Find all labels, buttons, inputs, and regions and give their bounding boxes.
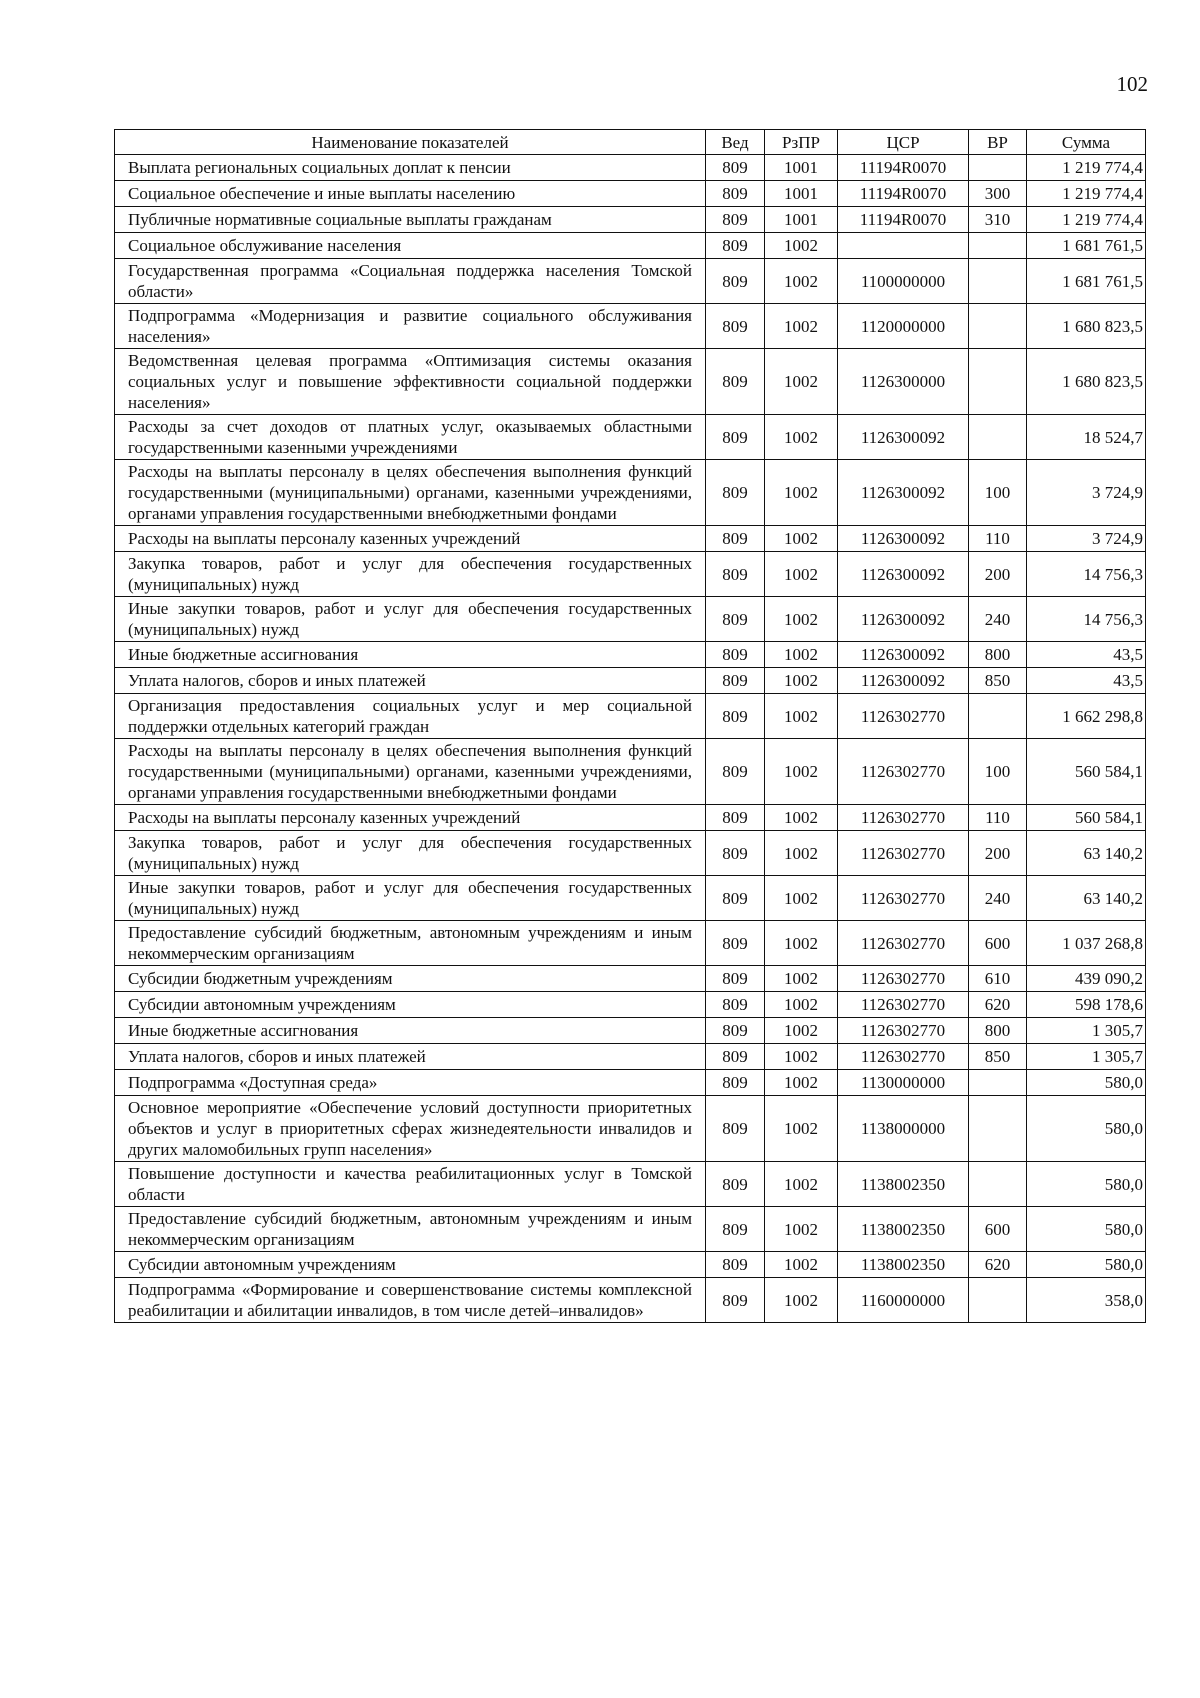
table-row bbox=[115, 805, 1146, 831]
row-sum-cell: 580,0 bbox=[1027, 1070, 1146, 1096]
row-ved-cell: 809 bbox=[706, 966, 765, 992]
row-ved-cell: 809 bbox=[706, 876, 765, 921]
row-csr-cell: 1126300000 bbox=[838, 349, 969, 415]
row-sum-cell: 1 680 823,5 bbox=[1027, 304, 1146, 349]
table-row bbox=[115, 1252, 1146, 1278]
row-sum-cell: 3 724,9 bbox=[1027, 460, 1146, 526]
row-sum-cell: 1 681 761,5 bbox=[1027, 259, 1146, 304]
row-vr-cell: 850 bbox=[969, 1044, 1027, 1070]
row-vr-cell: 800 bbox=[969, 1018, 1027, 1044]
row-name-cell: Расходы на выплаты персоналу казенных учреждений bbox=[115, 805, 706, 831]
row-csr-cell: 1126302770 bbox=[838, 876, 969, 921]
row-rzpr-cell: 1002 bbox=[765, 992, 838, 1018]
row-rzpr-cell: 1002 bbox=[765, 259, 838, 304]
row-csr-cell: 1126300092 bbox=[838, 460, 969, 526]
row-csr-cell: 1126300092 bbox=[838, 597, 969, 642]
row-vr-cell: 800 bbox=[969, 642, 1027, 668]
page-number: 102 bbox=[1116, 72, 1148, 96]
table-row bbox=[115, 460, 1146, 526]
row-csr-cell: 1126302770 bbox=[838, 805, 969, 831]
row-csr-cell: 1126302770 bbox=[838, 1018, 969, 1044]
row-vr-cell bbox=[969, 415, 1027, 460]
table-row bbox=[115, 921, 1146, 966]
row-vr-cell: 110 bbox=[969, 526, 1027, 552]
row-sum-cell: 1 681 761,5 bbox=[1027, 233, 1146, 259]
row-rzpr-cell: 1002 bbox=[765, 1207, 838, 1252]
row-vr-cell: 240 bbox=[969, 876, 1027, 921]
row-sum-cell: 580,0 bbox=[1027, 1207, 1146, 1252]
row-ved-cell: 809 bbox=[706, 694, 765, 739]
row-csr-cell: 1126300092 bbox=[838, 552, 969, 597]
row-rzpr-cell: 1002 bbox=[765, 876, 838, 921]
row-vr-cell: 300 bbox=[969, 181, 1027, 207]
table-row bbox=[115, 1070, 1146, 1096]
table-row bbox=[115, 1162, 1146, 1207]
row-ved-cell: 809 bbox=[706, 552, 765, 597]
row-sum-cell: 358,0 bbox=[1027, 1278, 1146, 1323]
row-sum-cell: 63 140,2 bbox=[1027, 831, 1146, 876]
row-vr-cell bbox=[969, 304, 1027, 349]
row-vr-cell: 610 bbox=[969, 966, 1027, 992]
row-csr-cell: 11194R0070 bbox=[838, 181, 969, 207]
row-csr-cell: 1138002350 bbox=[838, 1252, 969, 1278]
row-csr-cell: 1126302770 bbox=[838, 739, 969, 805]
header-ved: Вед bbox=[706, 130, 765, 155]
table-row bbox=[115, 415, 1146, 460]
row-rzpr-cell: 1002 bbox=[765, 304, 838, 349]
row-ved-cell: 809 bbox=[706, 1207, 765, 1252]
row-name-cell: Иные закупки товаров, работ и услуг для обеспечения государственных (муниципальных) нужд bbox=[115, 597, 706, 642]
row-sum-cell: 18 524,7 bbox=[1027, 415, 1146, 460]
row-sum-cell: 598 178,6 bbox=[1027, 992, 1146, 1018]
row-ved-cell: 809 bbox=[706, 415, 765, 460]
budget-table bbox=[114, 129, 1146, 1323]
row-ved-cell: 809 bbox=[706, 597, 765, 642]
row-sum-cell: 560 584,1 bbox=[1027, 805, 1146, 831]
row-name-cell: Уплата налогов, сборов и иных платежей bbox=[115, 1044, 706, 1070]
row-name-cell: Организация предоставления социальных услуг и мер социальной поддержки отдельных категорий граждан bbox=[115, 694, 706, 739]
header-sum: Сумма bbox=[1027, 130, 1146, 155]
header-vr: ВР bbox=[969, 130, 1027, 155]
row-rzpr-cell: 1002 bbox=[765, 233, 838, 259]
row-vr-cell bbox=[969, 1162, 1027, 1207]
row-csr-cell: 1126300092 bbox=[838, 415, 969, 460]
table-body bbox=[115, 155, 1146, 1323]
row-vr-cell: 600 bbox=[969, 921, 1027, 966]
row-vr-cell: 100 bbox=[969, 739, 1027, 805]
row-vr-cell: 200 bbox=[969, 831, 1027, 876]
row-rzpr-cell: 1002 bbox=[765, 597, 838, 642]
table-row bbox=[115, 181, 1146, 207]
row-ved-cell: 809 bbox=[706, 1096, 765, 1162]
row-rzpr-cell: 1002 bbox=[765, 694, 838, 739]
row-rzpr-cell: 1002 bbox=[765, 349, 838, 415]
row-csr-cell bbox=[838, 233, 969, 259]
row-rzpr-cell: 1002 bbox=[765, 1070, 838, 1096]
row-vr-cell: 200 bbox=[969, 552, 1027, 597]
row-name-cell: Расходы на выплаты персоналу в целях обеспечения выполнения функций государственными (муниципальными) органами, казенными учреждениями, органами управления государственными внебюджетными фондами bbox=[115, 739, 706, 805]
row-csr-cell: 1126302770 bbox=[838, 966, 969, 992]
table-row bbox=[115, 1278, 1146, 1323]
row-csr-cell: 11194R0070 bbox=[838, 207, 969, 233]
row-sum-cell: 439 090,2 bbox=[1027, 966, 1146, 992]
row-ved-cell: 809 bbox=[706, 349, 765, 415]
row-name-cell: Подпрограмма «Модернизация и развитие социального обслуживания населения» bbox=[115, 304, 706, 349]
row-csr-cell: 1138002350 bbox=[838, 1162, 969, 1207]
row-rzpr-cell: 1002 bbox=[765, 1278, 838, 1323]
row-vr-cell bbox=[969, 1278, 1027, 1323]
row-rzpr-cell: 1002 bbox=[765, 1252, 838, 1278]
row-rzpr-cell: 1002 bbox=[765, 1018, 838, 1044]
row-sum-cell: 560 584,1 bbox=[1027, 739, 1146, 805]
row-vr-cell bbox=[969, 349, 1027, 415]
row-csr-cell: 1126302770 bbox=[838, 1044, 969, 1070]
row-rzpr-cell: 1001 bbox=[765, 155, 838, 181]
row-csr-cell: 1126300092 bbox=[838, 668, 969, 694]
row-sum-cell: 1 305,7 bbox=[1027, 1044, 1146, 1070]
row-rzpr-cell: 1002 bbox=[765, 1044, 838, 1070]
row-name-cell: Иные бюджетные ассигнования bbox=[115, 1018, 706, 1044]
row-name-cell: Выплата региональных социальных доплат к пенсии bbox=[115, 155, 706, 181]
row-sum-cell: 63 140,2 bbox=[1027, 876, 1146, 921]
row-vr-cell bbox=[969, 155, 1027, 181]
table-row bbox=[115, 233, 1146, 259]
row-csr-cell: 1130000000 bbox=[838, 1070, 969, 1096]
row-sum-cell: 1 219 774,4 bbox=[1027, 207, 1146, 233]
row-sum-cell: 1 305,7 bbox=[1027, 1018, 1146, 1044]
row-rzpr-cell: 1002 bbox=[765, 831, 838, 876]
row-rzpr-cell: 1002 bbox=[765, 526, 838, 552]
row-name-cell: Государственная программа «Социальная поддержка населения Томской области» bbox=[115, 259, 706, 304]
row-csr-cell: 1138000000 bbox=[838, 1096, 969, 1162]
row-rzpr-cell: 1002 bbox=[765, 1162, 838, 1207]
table-row bbox=[115, 1018, 1146, 1044]
row-rzpr-cell: 1002 bbox=[765, 415, 838, 460]
row-ved-cell: 809 bbox=[706, 1278, 765, 1323]
table-row bbox=[115, 304, 1146, 349]
table-row bbox=[115, 207, 1146, 233]
table-row bbox=[115, 992, 1146, 1018]
row-sum-cell: 580,0 bbox=[1027, 1096, 1146, 1162]
row-name-cell: Закупка товаров, работ и услуг для обеспечения государственных (муниципальных) нужд bbox=[115, 831, 706, 876]
row-name-cell: Субсидии автономным учреждениям bbox=[115, 992, 706, 1018]
row-csr-cell: 1100000000 bbox=[838, 259, 969, 304]
table-row bbox=[115, 349, 1146, 415]
row-vr-cell: 850 bbox=[969, 668, 1027, 694]
row-name-cell: Расходы на выплаты персоналу в целях обеспечения выполнения функций государственными (муниципальными) органами, казенными учреждениями, органами управления государственными внебюджетными фондами bbox=[115, 460, 706, 526]
row-name-cell: Предоставление субсидий бюджетным, автономным учреждениям и иным некоммерческим организациям bbox=[115, 921, 706, 966]
row-name-cell: Субсидии автономным учреждениям bbox=[115, 1252, 706, 1278]
row-ved-cell: 809 bbox=[706, 259, 765, 304]
row-sum-cell: 1 219 774,4 bbox=[1027, 181, 1146, 207]
row-vr-cell bbox=[969, 1070, 1027, 1096]
row-name-cell: Расходы на выплаты персоналу казенных учреждений bbox=[115, 526, 706, 552]
row-rzpr-cell: 1002 bbox=[765, 805, 838, 831]
row-sum-cell: 1 219 774,4 bbox=[1027, 155, 1146, 181]
table-header-row bbox=[115, 130, 1146, 155]
row-rzpr-cell: 1002 bbox=[765, 642, 838, 668]
row-name-cell: Расходы за счет доходов от платных услуг, оказываемых областными государственными казенными учреждениями bbox=[115, 415, 706, 460]
row-rzpr-cell: 1001 bbox=[765, 181, 838, 207]
row-ved-cell: 809 bbox=[706, 1044, 765, 1070]
table-row bbox=[115, 1207, 1146, 1252]
row-name-cell: Субсидии бюджетным учреждениям bbox=[115, 966, 706, 992]
row-sum-cell: 1 037 268,8 bbox=[1027, 921, 1146, 966]
row-ved-cell: 809 bbox=[706, 992, 765, 1018]
row-vr-cell bbox=[969, 233, 1027, 259]
row-ved-cell: 809 bbox=[706, 831, 765, 876]
row-csr-cell: 1126302770 bbox=[838, 694, 969, 739]
row-sum-cell: 14 756,3 bbox=[1027, 597, 1146, 642]
table-row bbox=[115, 966, 1146, 992]
header-name: Наименование показателей bbox=[115, 130, 706, 155]
row-ved-cell: 809 bbox=[706, 207, 765, 233]
row-csr-cell: 1120000000 bbox=[838, 304, 969, 349]
row-vr-cell bbox=[969, 694, 1027, 739]
row-rzpr-cell: 1002 bbox=[765, 668, 838, 694]
row-rzpr-cell: 1002 bbox=[765, 966, 838, 992]
row-csr-cell: 1138002350 bbox=[838, 1207, 969, 1252]
row-csr-cell: 1126300092 bbox=[838, 526, 969, 552]
row-csr-cell: 11194R0070 bbox=[838, 155, 969, 181]
row-name-cell: Уплата налогов, сборов и иных платежей bbox=[115, 668, 706, 694]
row-vr-cell: 100 bbox=[969, 460, 1027, 526]
row-sum-cell: 3 724,9 bbox=[1027, 526, 1146, 552]
row-rzpr-cell: 1001 bbox=[765, 207, 838, 233]
row-sum-cell: 1 680 823,5 bbox=[1027, 349, 1146, 415]
row-vr-cell: 620 bbox=[969, 1252, 1027, 1278]
table-row bbox=[115, 668, 1146, 694]
row-rzpr-cell: 1002 bbox=[765, 552, 838, 597]
row-name-cell: Закупка товаров, работ и услуг для обеспечения государственных (муниципальных) нужд bbox=[115, 552, 706, 597]
row-ved-cell: 809 bbox=[706, 921, 765, 966]
row-ved-cell: 809 bbox=[706, 181, 765, 207]
row-ved-cell: 809 bbox=[706, 739, 765, 805]
row-csr-cell: 1126302770 bbox=[838, 921, 969, 966]
row-name-cell: Иные бюджетные ассигнования bbox=[115, 642, 706, 668]
row-sum-cell: 14 756,3 bbox=[1027, 552, 1146, 597]
table-row bbox=[115, 526, 1146, 552]
header-csr: ЦСР bbox=[838, 130, 969, 155]
table-row bbox=[115, 694, 1146, 739]
row-rzpr-cell: 1002 bbox=[765, 460, 838, 526]
table-row bbox=[115, 552, 1146, 597]
row-ved-cell: 809 bbox=[706, 805, 765, 831]
row-sum-cell: 580,0 bbox=[1027, 1162, 1146, 1207]
row-sum-cell: 580,0 bbox=[1027, 1252, 1146, 1278]
row-name-cell: Подпрограмма «Формирование и совершенствование системы комплексной реабилитации и абилитации инвалидов, в том числе детей–инвалидов» bbox=[115, 1278, 706, 1323]
row-ved-cell: 809 bbox=[706, 304, 765, 349]
table-row bbox=[115, 597, 1146, 642]
table-row bbox=[115, 739, 1146, 805]
row-rzpr-cell: 1002 bbox=[765, 739, 838, 805]
row-rzpr-cell: 1002 bbox=[765, 1096, 838, 1162]
row-ved-cell: 809 bbox=[706, 1252, 765, 1278]
row-vr-cell: 310 bbox=[969, 207, 1027, 233]
row-ved-cell: 809 bbox=[706, 642, 765, 668]
row-sum-cell: 1 662 298,8 bbox=[1027, 694, 1146, 739]
row-ved-cell: 809 bbox=[706, 1018, 765, 1044]
table-row bbox=[115, 155, 1146, 181]
row-sum-cell: 43,5 bbox=[1027, 642, 1146, 668]
row-vr-cell bbox=[969, 1096, 1027, 1162]
row-name-cell: Повышение доступности и качества реабилитационных услуг в Томской области bbox=[115, 1162, 706, 1207]
row-csr-cell: 1126302770 bbox=[838, 992, 969, 1018]
row-vr-cell bbox=[969, 259, 1027, 304]
table-row bbox=[115, 831, 1146, 876]
row-vr-cell: 600 bbox=[969, 1207, 1027, 1252]
row-csr-cell: 1126302770 bbox=[838, 831, 969, 876]
row-csr-cell: 1160000000 bbox=[838, 1278, 969, 1323]
row-vr-cell: 110 bbox=[969, 805, 1027, 831]
row-vr-cell: 240 bbox=[969, 597, 1027, 642]
row-name-cell: Социальное обслуживание населения bbox=[115, 233, 706, 259]
table-row bbox=[115, 259, 1146, 304]
row-rzpr-cell: 1002 bbox=[765, 921, 838, 966]
row-ved-cell: 809 bbox=[706, 668, 765, 694]
row-name-cell: Публичные нормативные социальные выплаты гражданам bbox=[115, 207, 706, 233]
row-ved-cell: 809 bbox=[706, 1070, 765, 1096]
row-ved-cell: 809 bbox=[706, 1162, 765, 1207]
row-csr-cell: 1126300092 bbox=[838, 642, 969, 668]
row-ved-cell: 809 bbox=[706, 460, 765, 526]
header-rzpr: РзПР bbox=[765, 130, 838, 155]
row-ved-cell: 809 bbox=[706, 233, 765, 259]
row-sum-cell: 43,5 bbox=[1027, 668, 1146, 694]
row-name-cell: Подпрограмма «Доступная среда» bbox=[115, 1070, 706, 1096]
table-row bbox=[115, 876, 1146, 921]
row-name-cell: Социальное обеспечение и иные выплаты населению bbox=[115, 181, 706, 207]
row-vr-cell: 620 bbox=[969, 992, 1027, 1018]
table-row bbox=[115, 642, 1146, 668]
table-row bbox=[115, 1044, 1146, 1070]
row-ved-cell: 809 bbox=[706, 155, 765, 181]
row-name-cell: Ведомственная целевая программа «Оптимизация системы оказания социальных услуг и повышение эффективности социальной поддержки населения» bbox=[115, 349, 706, 415]
table-row bbox=[115, 1096, 1146, 1162]
row-ved-cell: 809 bbox=[706, 526, 765, 552]
row-name-cell: Предоставление субсидий бюджетным, автономным учреждениям и иным некоммерческим организациям bbox=[115, 1207, 706, 1252]
row-name-cell: Иные закупки товаров, работ и услуг для обеспечения государственных (муниципальных) нужд bbox=[115, 876, 706, 921]
row-name-cell: Основное мероприятие «Обеспечение условий доступности приоритетных объектов и услуг в приоритетных сферах жизнедеятельности инвалидов и других маломобильных групп населения» bbox=[115, 1096, 706, 1162]
